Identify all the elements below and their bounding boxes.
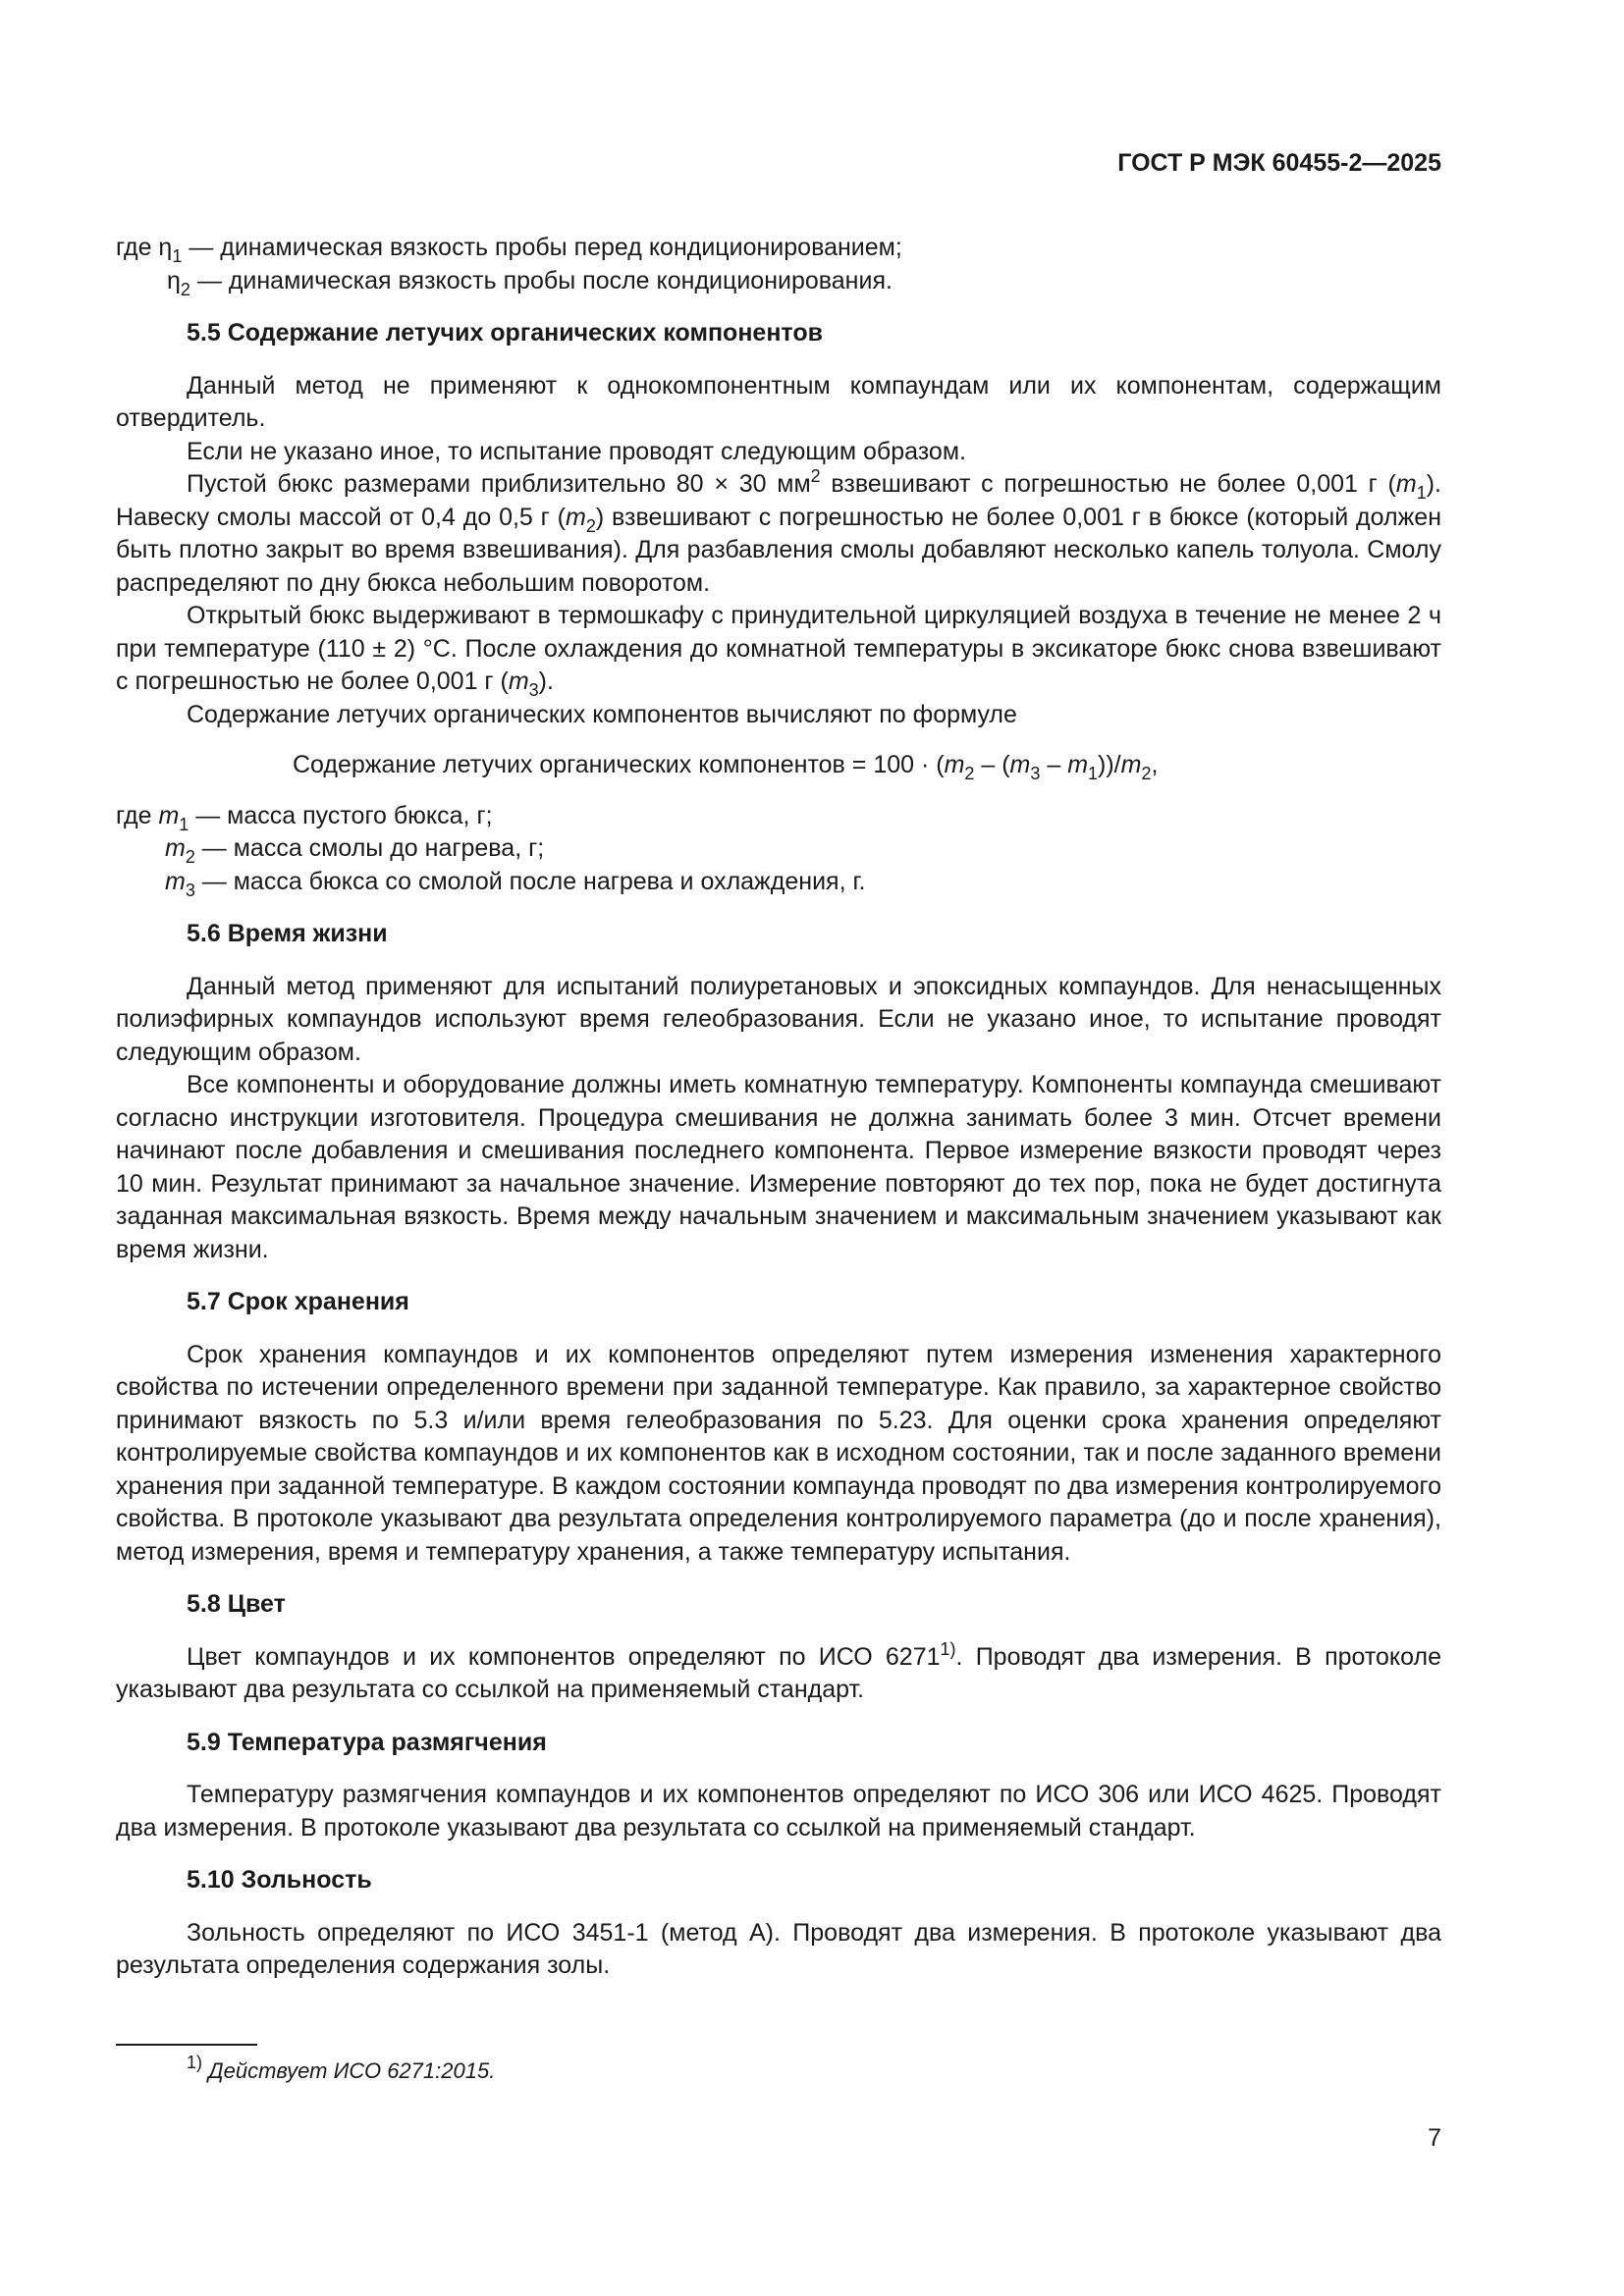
- paragraph: Данный метод применяют для испытаний полиуретановых и эпоксидных компаундов. Для ненасыщенных полиэфирных компаундов используют время гелеобразования. Если не указано иное, то испытание проводят следующим образом.: [116, 972, 1441, 1066]
- paragraph: Пустой бюкс размерами приблизительно 80 × 30 $мм^2$ взвешивают с погрешностью не более 0,001 г $(m_1)$. Навеску смолы массой от 0,4 до 0,5 г $(m_2)$ взвешивают с погрешностью не более 0,001 г в бюксе (который должен быть плотно закрыт во время взвешивания). Для разбавления смолы добавляют несколько капель толуола. Смолу распределяют по дну бюкса небольшим поворотом.: [116, 466, 1442, 597]
- section-heading-5-9: 5.9 Температура размягчения: [187, 1728, 547, 1756]
- paragraph: Цвет компаундов и их компонентов определяют по ИСО 6271$^{1)}$. Проводят два измерения. В протоколе указывают два результата со ссылкой на применяемый стандарт.: [116, 1638, 1441, 1703]
- section-heading-5-8: 5.8 Цвет: [187, 1590, 286, 1618]
- footnote-reference[interactable]: 1): [940, 1638, 956, 1659]
- where-item-m3: $m_3$ — масса бюкса со смолой после нагрева и охлаждения, г.: [165, 867, 866, 900]
- where-item-m2: $m_2$ — масса смолы до нагрева, г;: [165, 834, 545, 867]
- section-heading-5-6: 5.6 Время жизни: [187, 920, 388, 947]
- paragraph: Содержание летучих органических компонентов вычисляют по формуле: [187, 700, 1017, 728]
- paragraph: Зольность определяют по ИСО 3451-1 (метод А). Проводят два измерения. В протоколе указывают два результата определения содержания золы.: [116, 1918, 1441, 1979]
- section-heading-5-10: 5.10 Зольность: [187, 1866, 372, 1894]
- paragraph: Данный метод не применяют к однокомпонентным компаундам или их компонентам, содержащим отвердитель.: [116, 371, 1441, 432]
- where-item-m1: где $m_1$ — масса пустого бюкса, г;: [116, 801, 493, 834]
- footnote: $^{1)}$ Действует ИСО 6271:2015.: [187, 2053, 496, 2083]
- where-item-eta1: где $\eta_1$ — динамическая вязкость пробы перед кондиционированием;: [116, 234, 902, 266]
- paragraph: Температуру размягчения компаундов и их компонентов определяют по ИСО 306 или ИСО 4625. Проводят два измерения. В протоколе указывают два результата со ссылкой на применяемый стандарт.: [116, 1781, 1441, 1842]
- paragraph: Срок хранения компаундов и их компонентов определяют путем измерения изменения характерного свойства по истечении определенного времени при заданной температуре. Как правило, за характерное свойство принимают вязкость по 5.3 и/или время гелеобразования по 5.23. Для оценки срока хранения определяют контролируемые свойства компаундов и их компонентов как в исходном состоянии, так и после заданного времени хранения при заданной температуре. В каждом состоянии компаунда проводят по два измерения контролируемого свойства. В протоколе указывают два результата определения контролируемого параметра (до и после хранения), метод измерения, время и температуру хранения, а также температуру испытания.: [116, 1340, 1441, 1566]
- paragraph: Все компоненты и оборудование должны иметь комнатную температуру. Компоненты компаунда смешивают согласно инструкции изготовителя. Процедура смешивания не должна занимать более 3 мин. Отсчет времени начинают после добавления и смешивания последнего компонента. Первое измерение вязкости проводят через 10 мин. Результат принимают за начальное значение. Измерение повторяют до тех пор, пока не будет достигнута заданная максимальная вязкость. Время между начальным значением и максимальным значением указывают как время жизни.: [116, 1071, 1441, 1263]
- footnote-divider: [116, 2044, 257, 2046]
- paragraph: Открытый бюкс выдерживают в термошкафу с принудительной циркуляцией воздуха в течение не менее 2 ч при температуре (110 ± 2) °С. После охлаждения до комнатной температуры в эксикаторе бюкс снова взвешивают с погрешностью не более 0,001 г $(m_3)$.: [116, 602, 1441, 700]
- document-header: ГОСТ Р МЭК 60455-2—2025: [1117, 149, 1441, 177]
- formula: Содержание летучих органических компонентов = $100 \cdot (m_2 - (m_3 - m_1))/m_2$,: [293, 751, 1159, 783]
- section-heading-5-5: 5.5 Содержание летучих органических компонентов: [187, 319, 823, 347]
- page-number: 7: [1428, 2124, 1441, 2152]
- where-item-eta2: $\eta_2$ — динамическая вязкость пробы после кондиционирования.: [167, 266, 893, 299]
- page-body: [116, 232, 1441, 1983]
- paragraph: Если не указано иное, то испытание проводят следующим образом.: [187, 437, 966, 465]
- section-heading-5-7: 5.7 Срок хранения: [187, 1288, 409, 1315]
